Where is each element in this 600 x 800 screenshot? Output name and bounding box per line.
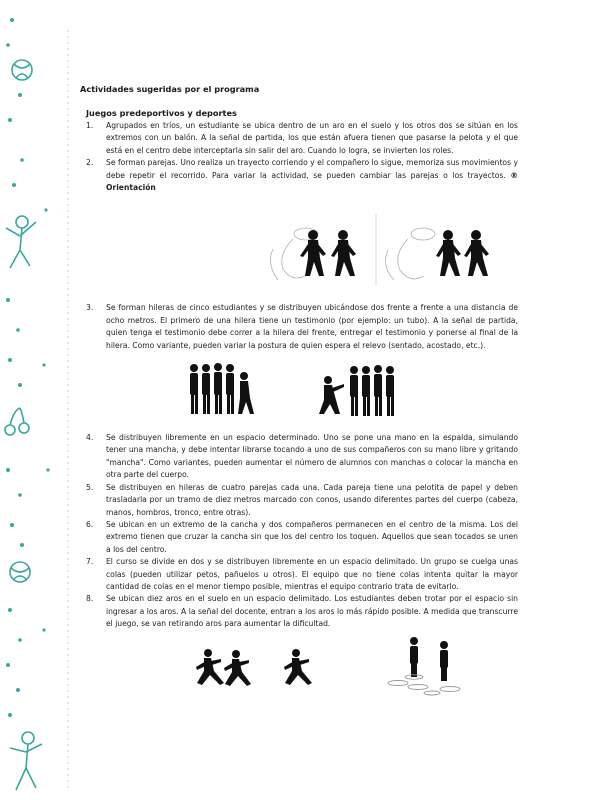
item-number: 8. — [86, 594, 94, 604]
item-number: 6. — [86, 519, 94, 529]
item-number: 4. — [86, 433, 94, 443]
item-text: Se distribuyen en hileras de cuatro parejas cada una. Cada pareja tiene una pelotita de papel y deben trasladarla por un tramo de diez metros marcado con conos, usando diferentes partes del cuerpo (cabeza, manos, hombros, tronco, entre otras). — [106, 482, 518, 517]
item-text: Se forman parejas. Uno realiza un trayecto corriendo y el compañero lo sigue, memoriza sus movimientos y debe repetir el recorrido. Para variar la actividad, se pueden cambiar las parejas o los trayectos. — [106, 158, 518, 180]
orientation-tag: ® Orientación — [106, 170, 518, 193]
section-subheading: Juegos predeportivos y deportes — [86, 108, 237, 118]
item-text: Se ubican en un extremo de la cancha y dos compañeros permanecen en el centro de la misma. Los del extremo tienen que cruzar la cancha sin que los del centro los toquen. Aquellos que sean tocados se unen a los del centro. — [106, 519, 518, 554]
item-number: 2. — [86, 158, 94, 168]
item-text: Se forman hileras de cinco estudiantes y se distribuyen ubicándose dos frente a frente a una distancia de ocho metros. El primero de una hilera tiene un testimonio (por ejemplo: un tubo). A la señal de partida, quien tenga el testimonio debe correr a la hilera del frente, entregar el testimonio y ponerse al final de la hilera. Como variante, pueden variar la postura de quien espera el relevo (sentado, acostado, etc.). — [106, 303, 518, 350]
item-text: El curso se divide en dos y se distribuyen libremente en un espacio delimitado. Un grupo se cuelga unas colas (pueden utilizar petos, pañuelos u otros). El equipo que no tiene colas intenta quitar la mayor cantidad de colas en el menor tiempo posible, mientras el equipo contrario trata de evitarlo. — [106, 557, 518, 591]
activity-list-a — [78, 120, 518, 194]
item-number: 5. — [86, 482, 94, 492]
list-item — [78, 432, 518, 482]
running-pair-illustration — [78, 194, 518, 302]
silhouettes — [300, 230, 489, 276]
item-number: 1. — [86, 121, 94, 130]
list-item — [78, 519, 518, 556]
relay-rows-illustration — [78, 352, 518, 432]
activity-list-c — [78, 432, 518, 631]
list-item — [78, 482, 518, 519]
activity-list-b — [78, 302, 518, 352]
item-text: Agrupados en tríos, un estudiante se ubica dentro de un aro en el suelo y los otros dos se sitúan en los extremos con un balón. A la señal de partida, los que están afuera tienen que pasarse la pelota y el que está en el centro debe interceptarla sin salir del aro. Cuando lo logra, se invierten los roles. — [106, 121, 518, 155]
list-item — [78, 157, 518, 194]
list-item — [78, 302, 518, 352]
list-item — [78, 120, 518, 157]
margin-decoration — [0, 0, 75, 800]
list-item — [78, 593, 518, 630]
item-text: Se ubican diez aros en el suelo en un espacio delimitado. Los estudiantes deben trotar por el espacio sin ingresar a los aros. A la señal del docente, entran a los aros lo más rápido posible. A medida que transcurre el juego, se van retirando aros para aumentar la dificultad. — [106, 594, 518, 629]
hoops-game-illustration — [78, 631, 518, 711]
page-heading: Actividades sugeridas por el programa — [80, 84, 260, 94]
item-text: Se distribuyen libremente en un espacio determinado. Uno se pone una mano en la espalda, simulando tener una mancha, y debe intentar librarse tocando a uno de sus compañeros con su mano libre y gritando "mancha". Como variantes, pueden aumentar el número de alumnos con manchas o colocar la mancha en otra parte del cuerpo. — [106, 433, 518, 480]
document-page — [78, 84, 518, 711]
item-number: 3. — [86, 303, 94, 313]
item-number: 7. — [86, 557, 94, 567]
list-item — [78, 556, 518, 593]
